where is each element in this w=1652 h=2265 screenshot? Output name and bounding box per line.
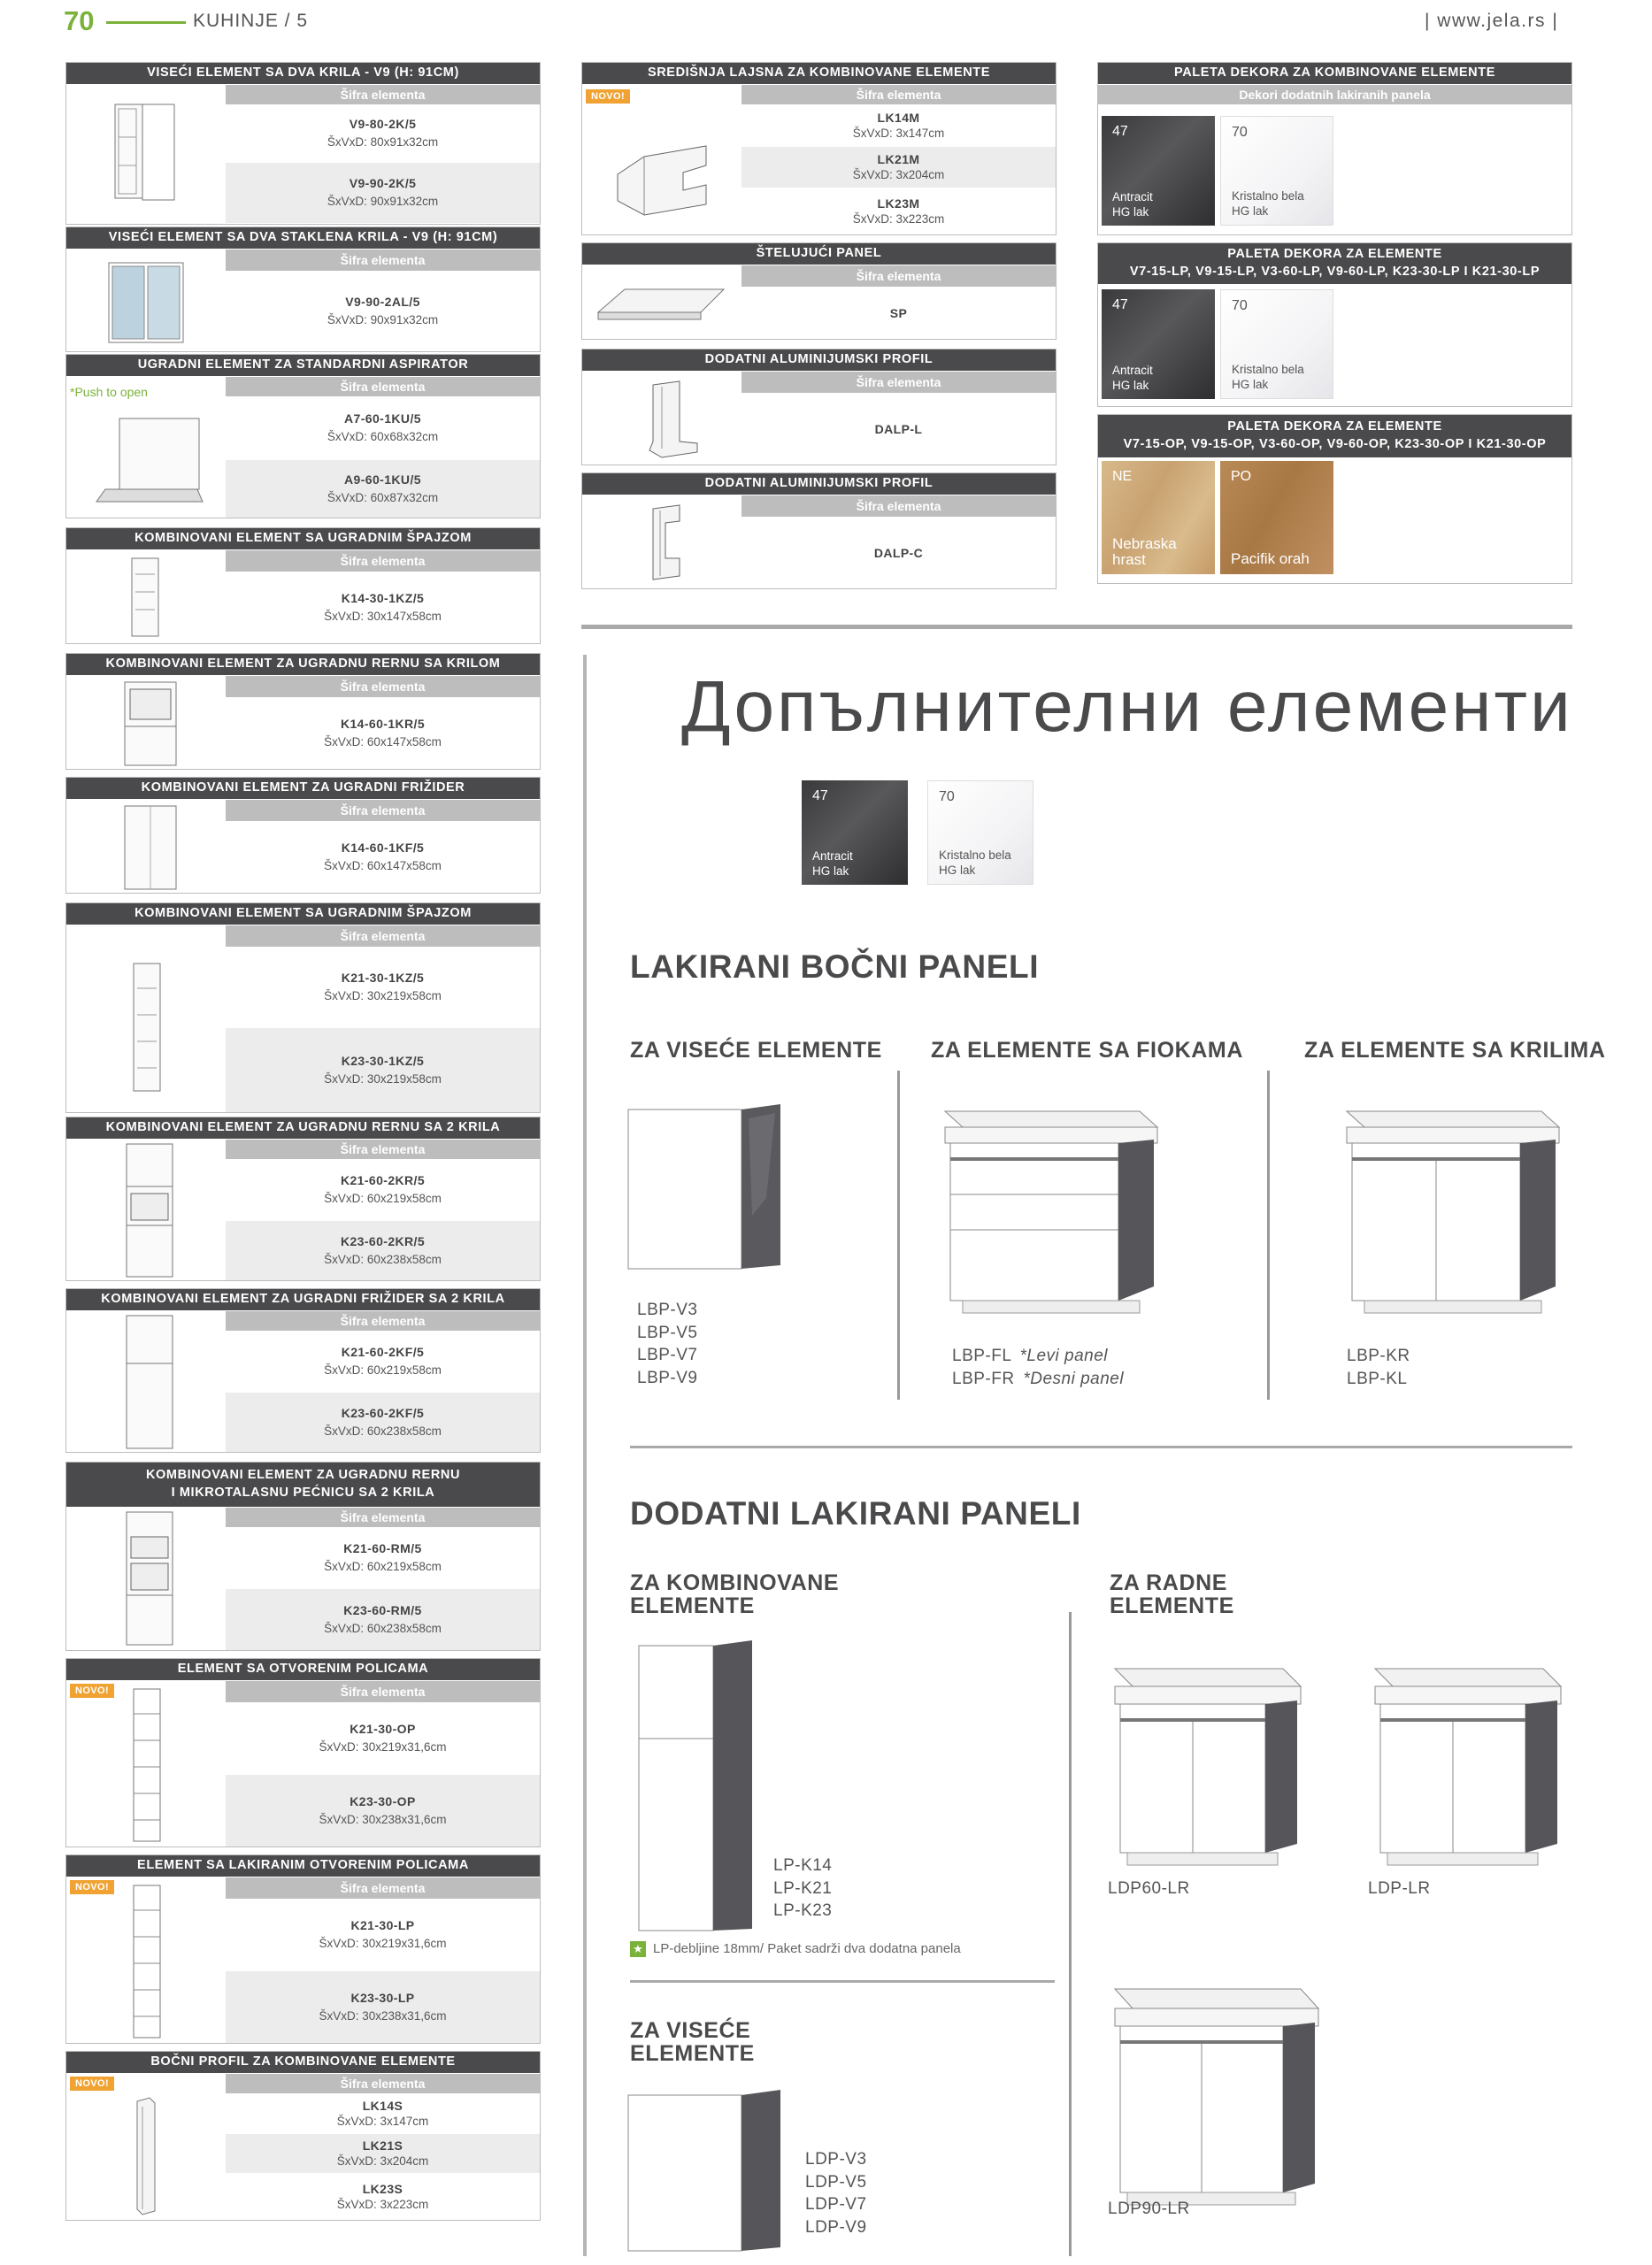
code-header: Šifra elementa — [741, 265, 1056, 287]
block-title: KOMBINOVANI ELEMENT ZA UGRADNU RERNU SA 2 KRILA — [66, 1117, 540, 1139]
block-title: VISEĆI ELEMENT SA DVA KRILA - V9 (H: 91CM) — [66, 63, 540, 84]
col-title-krila: ZA ELEMENTE SA KRILIMA — [1304, 1038, 1606, 1063]
code-row: K21-30-LP ŠxVxD: 30x219x31,6cm — [226, 1900, 540, 1970]
fridge-cabinet-image — [119, 804, 181, 893]
block-k14-1kz — [65, 527, 541, 644]
code-row: LK14S ŠxVxD: 3x147cm — [226, 2094, 540, 2133]
work-element-image — [1366, 1663, 1570, 1876]
code-row: K21-30-OP ŠxVxD: 30x219x31,6cm — [226, 1703, 540, 1774]
code-row: LK21S ŠxVxD: 3x204cm — [226, 2134, 540, 2173]
code-header: Šifra elementa — [226, 676, 540, 697]
lakirani-title: LAKIRANI BOČNI PANELI — [630, 948, 1040, 985]
novo-badge: NOVO! — [70, 1880, 114, 1894]
code-ldp-lr: LDP-LR — [1368, 1879, 1431, 1898]
palette-lp — [1097, 242, 1572, 407]
code-row: K14-60-1KR/5 ŠxVxD: 60x147x58cm — [226, 698, 540, 769]
cabinet-image — [111, 102, 181, 203]
work-element-90-image — [1106, 1984, 1327, 2214]
block-dalp-c — [581, 472, 1057, 589]
block-title: KOMBINOVANI ELEMENT SA UGRADNIM ŠPAJZOM — [66, 528, 540, 549]
block-title: PALETA DEKORA ZA KOMBINOVANE ELEMENTE — [1098, 63, 1571, 84]
novo-badge: NOVO! — [70, 2077, 114, 2091]
code-row: K23-60-2KR/5 ŠxVxD: 60x238x58cm — [226, 1221, 540, 1280]
block-sredisnja-lajsna — [581, 62, 1057, 235]
code-header: Šifra elementa — [226, 1877, 540, 1899]
code-row: K23-60-2KF/5 ŠxVxD: 60x238x58cm — [226, 1393, 540, 1452]
block-dalp-l — [581, 349, 1057, 465]
door-cabinet-panel-image — [1338, 1106, 1568, 1327]
swatch-nebraska-hrast: NE Nebraska hrast — [1102, 461, 1215, 574]
block-title: KOMBINOVANI ELEMENT ZA UGRADNI FRIŽIDER SA 2 KRILA — [66, 1289, 540, 1310]
code-row: LK23M ŠxVxD: 3x223cm — [741, 188, 1056, 234]
header-rule — [106, 21, 186, 24]
block-title: KOMBINOVANI ELEMENT SA UGRADNIM ŠPAJZOM — [66, 903, 540, 925]
section-divider-low — [630, 1980, 1055, 1983]
code-row: K23-30-OP ŠxVxD: 30x238x31,6cm — [226, 1775, 540, 1847]
code-row: K21-60-RM/5 ŠxVxD: 60x219x58cm — [226, 1528, 540, 1588]
code-ldp90-lr: LDP90-LR — [1108, 2200, 1190, 2218]
column-divider — [1267, 1071, 1270, 1400]
code-header: Šifra elementa — [226, 250, 540, 271]
block-stelujuci-panel — [581, 242, 1057, 340]
site-link[interactable]: | www.jela.rs | — [1425, 11, 1559, 31]
code-row: K21-60-2KF/5 ŠxVxD: 60x219x58cm — [226, 1332, 540, 1392]
code-header: Šifra elementa — [226, 1140, 540, 1159]
center-strip-image — [609, 139, 715, 219]
code-row: SP — [741, 288, 1056, 339]
block-k2x-2kf — [65, 1288, 541, 1453]
pantry-image — [128, 557, 164, 641]
panel-note: LP-debljine 18mm/ Paket sadrži dva dodatna panela — [653, 1941, 961, 1956]
block-title: PALETA DEKORA ZA ELEMENTE V7-15-OP, V9-15-OP, V3-60-OP, V9-60-OP, K23-30-OP I K21-30-OP — [1098, 415, 1571, 457]
dodatni-title: DODATNI LAKIRANI PANELI — [630, 1495, 1081, 1532]
col-title-visece: ZA VISEĆE ELEMENTE — [630, 1038, 882, 1063]
swatch-pacifik-orah: PO Pacifik orah — [1220, 461, 1333, 574]
block-title: KOMBINOVANI ELEMENT ZA UGRADNU RERNU I MIKROTALASNU PEĆNICU SA 2 KRILA — [66, 1463, 540, 1507]
code-row: K21-30-1KZ/5 ŠxVxD: 30x219x58cm — [226, 948, 540, 1027]
block-title: ELEMENT SA LAKIRANIM OTVORENIM POLICAMA — [66, 1855, 540, 1877]
section-label: KUHINJE / 5 — [193, 11, 309, 31]
novo-badge: NOVO! — [70, 1684, 114, 1698]
block-k2x-2kr — [65, 1117, 541, 1281]
section-divider-top — [581, 625, 1572, 629]
side-profile-image — [119, 2096, 173, 2216]
push-to-open-note: *Push to open — [70, 385, 148, 399]
code-row: K23-30-LP ŠxVxD: 30x238x31,6cm — [226, 1971, 540, 2043]
codes-kombinovane: LP-K14 LP-K21 LP-K23 — [773, 1856, 833, 1921]
block-v9-2k — [65, 62, 541, 225]
code-row: K14-60-1KF/5 ŠxVxD: 60x147x58cm — [226, 822, 540, 893]
code-header: Šifra elementa — [226, 550, 540, 572]
tall-pantry-image — [128, 962, 167, 1094]
code-ldp60-lr: LDP60-LR — [1108, 1879, 1190, 1898]
code-row: LK21M ŠxVxD: 3x204cm — [741, 147, 1056, 188]
code-header: Šifra elementa — [741, 495, 1056, 517]
glass-cabinet-image — [102, 259, 190, 348]
palette-op — [1097, 414, 1572, 584]
code-header: Šifra elementa — [226, 925, 540, 947]
code-header: Šifra elementa — [226, 1681, 540, 1702]
code-row: V9-90-2K/5 ŠxVxD: 90x91x32cm — [226, 163, 540, 223]
col-title-visece-2: ZA VISEĆE ELEMENTE — [630, 2018, 755, 2067]
adjustable-panel-image — [595, 277, 727, 330]
block-title: ŠTELUJUĆI PANEL — [582, 243, 1056, 265]
block-aspirator — [65, 354, 541, 518]
aluminium-profile-c-image — [626, 503, 706, 587]
block-bocni-profil — [65, 2051, 541, 2221]
codes-visece-2: LDP-V3 LDP-V5 LDP-V7 LDP-V9 — [805, 2150, 867, 2237]
oven-cabinet-image — [119, 680, 181, 769]
open-shelf-image — [125, 1687, 169, 1845]
work-element-60-image — [1106, 1663, 1310, 1876]
lacquered-shelf-image — [125, 1884, 169, 2041]
block-k2x-lp — [65, 1854, 541, 2044]
drawer-cabinet-panel-image — [936, 1106, 1166, 1327]
block-subtitle: Dekori dodatnih lakiranih panela — [1098, 85, 1571, 104]
block-k21-1kz — [65, 902, 541, 1113]
code-header: Šifra elementa — [226, 377, 540, 396]
code-header: Šifra elementa — [226, 800, 540, 821]
block-v9-2al — [65, 226, 541, 352]
code-row: A7-60-1KU/5 ŠxVxD: 60x68x32cm — [226, 397, 540, 459]
block-title: PALETA DEKORA ZA ELEMENTE V7-15-LP, V9-15-LP, V3-60-LP, V9-60-LP, K23-30-LP I K21-30-LP — [1098, 243, 1571, 284]
swatch-kristalno-bela: 70 Kristalno bela HG lak — [927, 780, 1033, 885]
block-title: BOČNI PROFIL ZA KOMBINOVANE ELEMENTE — [66, 2052, 540, 2073]
code-row: DALP-L — [741, 394, 1056, 465]
extra-title: Допълнителни елементи — [681, 666, 1573, 747]
code-row: LK23S ŠxVxD: 3x223cm — [226, 2174, 540, 2220]
col-title-fioke: ZA ELEMENTE SA FIOKAMA — [931, 1038, 1244, 1063]
code-row: LK14M ŠxVxD: 3x147cm — [741, 105, 1056, 146]
column-divider — [897, 1071, 900, 1400]
block-title: SREDIŠNJA LAJSNA ZA KOMBINOVANE ELEMENTE — [582, 63, 1056, 84]
code-row: V9-90-2AL/5 ŠxVxD: 90x91x32cm — [226, 272, 540, 351]
swatch-antracit: 47 Antracit HG lak — [1102, 289, 1215, 399]
tall-fridge-cabinet-image — [121, 1314, 178, 1452]
block-k14-1kr — [65, 653, 541, 770]
block-title: KOMBINOVANI ELEMENT ZA UGRADNI FRIŽIDER — [66, 778, 540, 799]
swatch-kristalno-bela: 70 Kristalno bela HG lak — [1220, 116, 1333, 226]
block-k14-1kf — [65, 777, 541, 894]
aluminium-profile-l-image — [626, 380, 706, 463]
codes-fioke: LBP-FL *Levi panel LBP-FR *Desni panel — [952, 1347, 1125, 1388]
code-row: K23-60-RM/5 ŠxVxD: 60x238x58cm — [226, 1589, 540, 1650]
swatch-kristalno-bela: 70 Kristalno bela HG lak — [1220, 289, 1333, 399]
block-title: DODATNI ALUMINIJUMSKI PROFIL — [582, 349, 1056, 371]
block-title: VISEĆI ELEMENT SA DVA STAKLENA KRILA - V9 (H: 91CM) — [66, 227, 540, 249]
codes-krila: LBP-KR LBP-KL — [1347, 1347, 1410, 1388]
block-title: DODATNI ALUMINIJUMSKI PROFIL — [582, 473, 1056, 495]
palette-kombinovani — [1097, 62, 1572, 235]
tall-panel-image — [634, 1637, 757, 1938]
code-header: Šifra elementa — [226, 1311, 540, 1331]
oven-microwave-cabinet-image — [121, 1510, 178, 1648]
novo-badge: NOVO! — [586, 89, 630, 104]
section-divider-mid — [630, 1446, 1572, 1448]
column-divider — [1069, 1612, 1072, 2256]
block-k2x-rm — [65, 1462, 541, 1651]
code-header: Šifra elementa — [226, 2074, 540, 2093]
wall-panel-image — [625, 2088, 793, 2256]
code-header: Šifra elementa — [226, 1508, 540, 1527]
section-vertical-rule — [583, 655, 587, 2256]
wall-cabinet-panel-image — [625, 1101, 793, 1278]
block-title: KOMBINOVANI ELEMENT ZA UGRADNU RERNU SA KRILOM — [66, 654, 540, 675]
col-title-kombinovane: ZA KOMBINOVANE ELEMENTE — [630, 1570, 840, 1619]
code-header: Šifra elementa — [741, 85, 1056, 104]
code-header: Šifra elementa — [741, 372, 1056, 393]
block-title: UGRADNI ELEMENT ZA STANDARDNI ASPIRATOR — [66, 355, 540, 376]
star-icon: ★ — [630, 1941, 646, 1957]
tall-oven-cabinet-image — [121, 1142, 178, 1280]
block-k2x-op — [65, 1658, 541, 1847]
swatch-antracit: 47 Antracit HG lak — [1102, 116, 1215, 226]
col-title-radne: ZA RADNE ELEMENTE — [1110, 1570, 1234, 1619]
swatch-antracit: 47 Antracit HG lak — [802, 780, 908, 885]
code-row: A9-60-1KU/5 ŠxVxD: 60x87x32cm — [226, 460, 540, 518]
codes-visece: LBP-V3 LBP-V5 LBP-V7 LBP-V9 — [637, 1301, 698, 1387]
code-row: K21-60-2KR/5 ŠxVxD: 60x219x58cm — [226, 1160, 540, 1220]
code-header: Šifra elementa — [226, 85, 540, 104]
aspirator-image — [93, 413, 208, 507]
code-row: V9-80-2K/5 ŠxVxD: 80x91x32cm — [226, 105, 540, 162]
code-row: K14-30-1KZ/5 ŠxVxD: 30x147x58cm — [226, 572, 540, 643]
block-title: ELEMENT SA OTVORENIM POLICAMA — [66, 1659, 540, 1680]
page-number: 70 — [64, 5, 95, 36]
code-row: K23-30-1KZ/5 ŠxVxD: 30x219x58cm — [226, 1028, 540, 1112]
code-row: DALP-C — [741, 518, 1056, 588]
